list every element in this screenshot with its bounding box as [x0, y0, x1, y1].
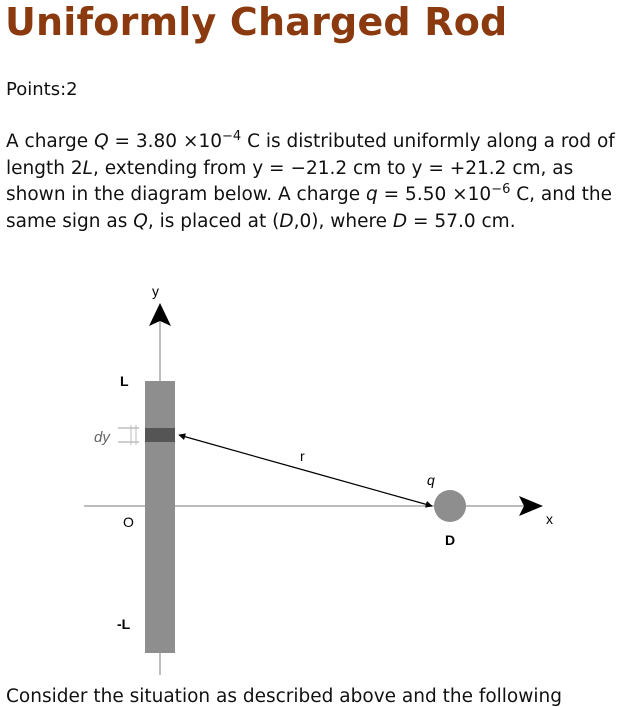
D-label: D — [445, 532, 456, 548]
x-axis-label: x — [546, 511, 553, 527]
rod-top-label: L — [120, 373, 129, 389]
problem-text: , extending from y = −21.2 cm to y = +21.2 cm, as shown in the diagram below. A charge — [6, 157, 574, 205]
exponent: −6 — [491, 182, 511, 197]
var-D: D — [392, 210, 408, 232]
rod-bottom-label: -L — [117, 616, 131, 632]
problem-text: C, and the same sign as — [6, 184, 612, 232]
problem-text: = 3.80 ×10 — [108, 131, 223, 152]
dy-label: dy — [94, 429, 110, 446]
charged-rod — [145, 381, 175, 653]
var-Q: Q — [133, 210, 148, 232]
var-q: q — [366, 184, 378, 205]
points-label: Points:2 — [6, 79, 78, 100]
problem-text: , is placed at ( — [147, 210, 280, 232]
y-axis-label: y — [152, 283, 159, 299]
r-vector-to-rod — [179, 435, 300, 469]
problem-text: A charge — [6, 131, 95, 152]
var-D: D — [279, 210, 294, 232]
problem-text: = 57.0 cm. — [407, 210, 516, 232]
var-Q: Q — [94, 131, 109, 152]
q-label: q — [427, 472, 435, 488]
var-L: L — [82, 157, 93, 179]
problem-text: C is distributed uniformly along a rod of length 2 — [6, 131, 615, 179]
page-title: Uniformly Charged Rod — [5, 0, 508, 44]
r-label: r — [300, 448, 305, 464]
problem-text: = 5.50 ×10 — [377, 184, 492, 205]
problem-text: ,0), where — [293, 210, 393, 232]
cutoff-text: Consider the situation as described above and the following — [6, 686, 562, 707]
r-vector-to-charge — [300, 469, 432, 506]
problem-statement — [6, 129, 626, 235]
origin-label: O — [123, 514, 134, 530]
exponent: −4 — [222, 129, 242, 144]
rod-segment-dy — [145, 428, 175, 442]
point-charge-q — [434, 490, 466, 522]
charged-rod-diagram — [0, 275, 631, 680]
